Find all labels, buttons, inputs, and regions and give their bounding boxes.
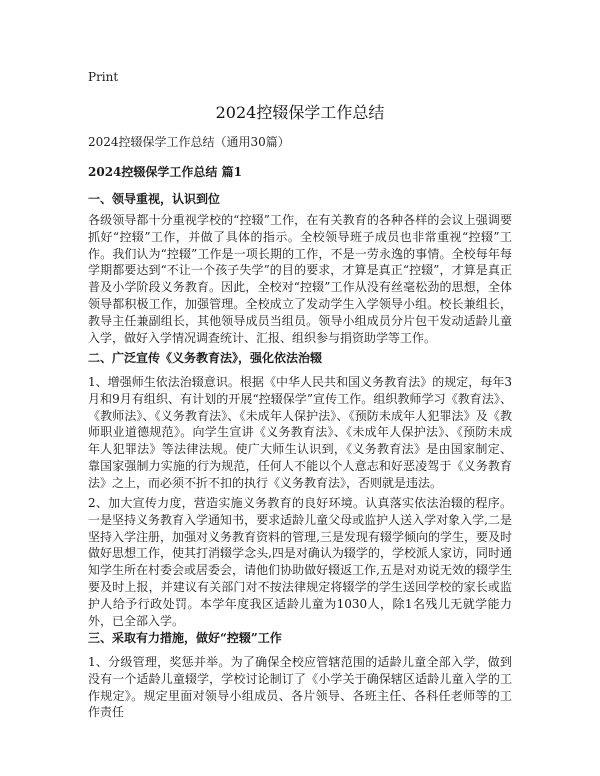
section-1-heading: 一、领导重视，认识到位 [88, 192, 221, 206]
section-3-heading: 三、采取有力措施，做好“控辍”工作 [88, 631, 282, 645]
print-label[interactable]: Print [88, 70, 119, 84]
section-2-heading: 二、广泛宣传《义务教育法》，强化依法治辍 [88, 351, 323, 365]
section-2-paragraph-2: 2、加大宣传力度，营造实施义务教育的良好环境。认真落实依法治辍的程序。一是坚持义务教育入学通知书，要求适龄儿童父母或监护人送入学对象入学,二是坚持入学注册，加强对义务教育资料的管理,三是发现有辍学倾向的学生，要及时做好思想工作，使其打消辍学念头,四是对确认为辍学的，学校派人家访，同时通知学生所在村委会或居委会，请他们协助做好辍返工作,五是对劝说无效的辍学生要及时上报，并建议有关部门对不按法律规定将辍学的学生送回学校的家长或监护人给予行政处罚。本学年度我区适龄儿童为1030人，除1名残儿无就学能力外，已全部入学。 [88, 496, 512, 628]
document-subtitle: 2024控辍保学工作总结（通用30篇） [88, 135, 290, 149]
section-3-paragraph-1: 1、分级管理，奖惩并举。为了确保全校应管辖范围的适龄儿童全部入学，做到没有一个适龄儿童辍学，学校讨论制订了《小学关于确保辖区适龄儿童入学的工作规定》。规定里面对领导小组成员、各片领导、各班主任、各科任老师等的工作责任 [88, 655, 512, 720]
part-title: 2024控辍保学工作总结 篇1 [88, 165, 242, 179]
section-1-paragraph-1: 各级领导都十分重视学校的“控辍”工作，在有关教育的各种各样的会议上强调要抓好“控辍”工作，并做了具体的指示。全校领导班子成员也非常重视“控辍”工作。我们认为“控辍”工作是一项长期的工作，不是一劳永逸的事情。全校每年每学期都要达到“不让一个孩子失学”的目的要求，才算是真正“控辍”，才算是真正普及小学阶段义务教育。因此，全校对“控辍”工作从没有丝毫松劲的思想，全体领导都积极工作，加强管理。全校成立了发动学生入学领导小组。校长兼组长，教导主任兼副组长，其他领导成员当组员。领导小组成员分片包干发动适龄儿童入学，做好入学情况调查统计、汇报、组织参与捐资助学等工作。 [88, 213, 512, 345]
section-2-paragraph-1: 1、增强师生依法治辍意识。根据《中华人民共和国义务教育法》的规定，每年3月和9月有组织、有计划的开展“控辍保学”宣传工作。组织教师学习《教育法》、《教师法》、《义务教育法》、《未成年人保护法》、《预防未成年人犯罪法》及《教师职业道德规范》。向学生宣讲《义务教育法》、《未成年人保护法》、《预防未成年人犯罪法》等法律法规。使广大师生认识到，《义务教育法》是由国家制定、靠国家强制力实施的行为规范，任何人不能以个人意志和好恶凌驾于《义务教育法》之上，而必须不折不扣的执行《义务教育法》，否则就是违法。 [88, 375, 512, 490]
document-title: 2024控辍保学工作总结 [215, 103, 385, 122]
